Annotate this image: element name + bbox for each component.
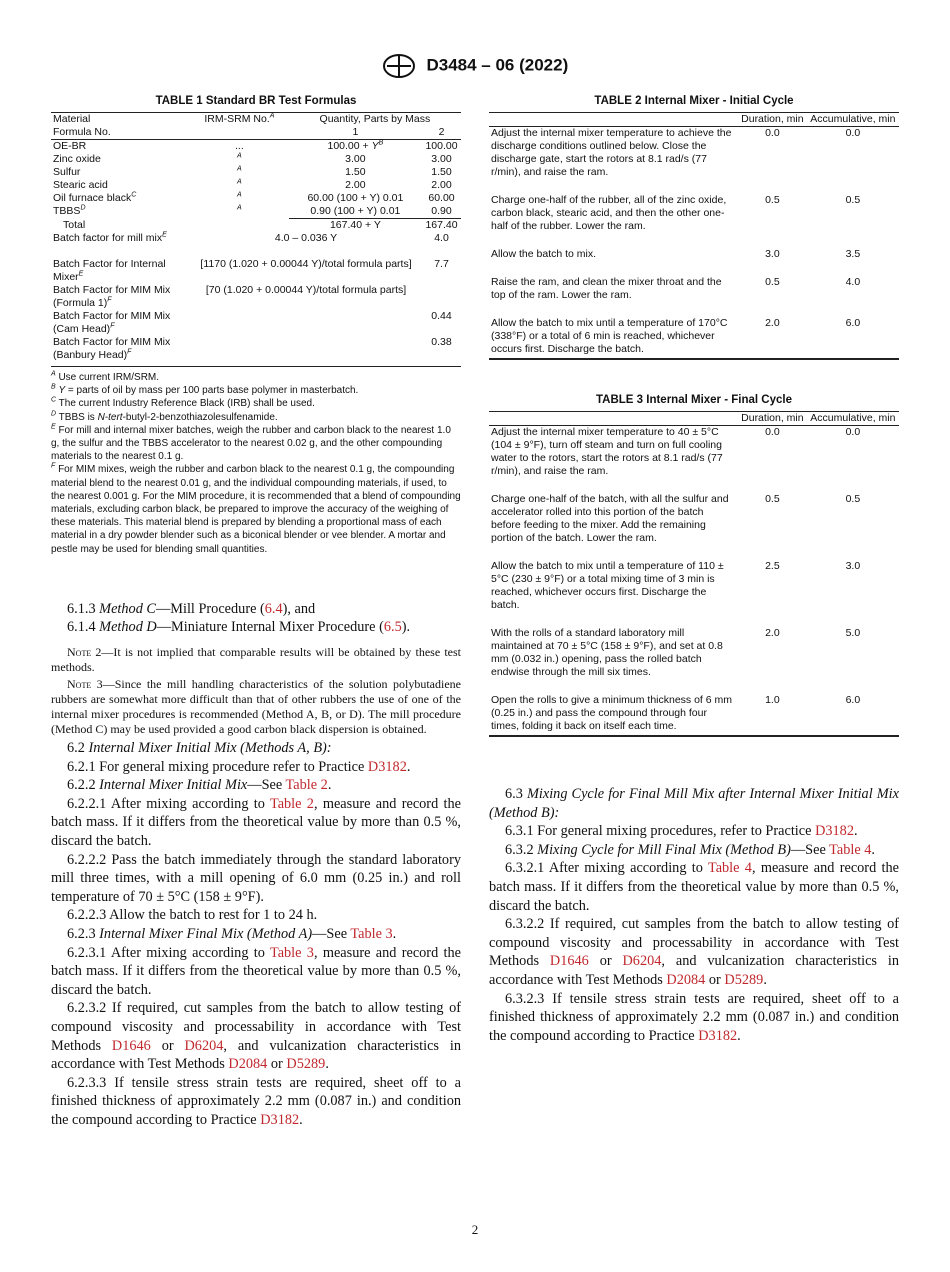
table3	[489, 411, 899, 737]
table-row: Charge one-half of the rubber, all of the zinc oxide, carbon black, stearic acid, and then the other one-half of the rubber. Lower the ram. 0.5 0.5	[491, 194, 861, 232]
t1-col-formula: Formula No.	[53, 126, 111, 138]
table-row: Batch Factor for MIM Mix (Formula 1)$^F$ [70 (1.020 + 0.00044 Y)/total formula parts]	[53, 284, 407, 309]
table-row: $TBBS^D$ $^A$ 0.90 (100 + Y) 0.01 0.90	[51, 205, 461, 219]
t1-col-1: 1	[352, 126, 359, 138]
table-row: Batch factor for mill mix$^E$ 4.0 – 0.036 Y 4.0	[53, 231, 449, 244]
t2-col-duration: Duration, min	[738, 113, 807, 127]
link-table-2[interactable]: Table 2	[269, 795, 314, 812]
document-header	[0, 53, 950, 79]
left-column	[51, 95, 461, 1130]
t1-col-qty: Quantity, Parts by Mass	[319, 113, 431, 125]
table3-caption: TABLE 3 Internal Mixer - Final Cycle	[596, 394, 792, 406]
table-row: Allow the batch to mix. 3.0 3.5	[491, 248, 861, 260]
table-row: Adjust the internal mixer temperature to 40 ± 5°C (104 ± 9°F), turn off steam and turn on full cooling water to the rotors, start the rotors at 8.1 rad/s (77 r/min), and raise the ram. 0.0 0.0	[491, 426, 861, 477]
table-row: Batch Factor for MIM Mix (Banbury Head)$^F$ 0.38	[53, 336, 452, 361]
link-d3182[interactable]: D3182	[367, 758, 407, 775]
t2-col-accum: Accumulative, min	[807, 113, 899, 127]
astm-logo-icon	[382, 53, 416, 79]
link-d6204[interactable]: D6204	[184, 1037, 224, 1054]
link-d3182[interactable]: D3182	[698, 1027, 738, 1044]
link-d5289[interactable]: D5289	[724, 971, 764, 988]
right-body-text: 6.3 Mixing Cycle for Final Mill Mix after Internal Mixer Initial Mix (Method B): 6.3.1 For general mixing procedures, refer to Practice D3182. 6.3.2 Mixing Cycle for Mill Final Mix (Method B)—See Table 4. 6.3.2.1 After mixing according to Table 4, measure and record the batch mass. If it differs from the theoretical value by more than 0.5 %, discard the batch. 6.3.2.2 If required, cut samples from the batch to allow testing of compound viscosity and processability in accordance with Test Methods D1646 or D6204, and vulcanization characteristics in accordance with Test Methods D2084 or D5289. 6.3.2.3 If tensile stress strain tests are required, sheet off to a finished thickness of approximately 2.2 mm (0.087 in.) and condition the compound according to Practice D3182.	[489, 786, 899, 1044]
note-2: Note 2—It is not implied that comparable results will be obtained by these test methods.	[51, 645, 462, 675]
link-6-4[interactable]: 6.4	[264, 600, 283, 617]
table-row: Batch Factor for Internal Mixer$^E$ [1170 (1.020 + 0.00044 Y)/total formula parts] 7.7	[53, 258, 449, 283]
table-row: Allow the batch to mix until a temperature of 170°C (338°F) or a total of 6 min is reached, whichever occurs first. Discharge the batch. 2.0 6.0	[491, 317, 861, 355]
table-row: Total 167.40 + Y 167.40	[63, 218, 458, 231]
link-d1646[interactable]: D1646	[111, 1037, 151, 1054]
link-table-2[interactable]: Table 2	[285, 777, 328, 794]
link-table-4[interactable]: Table 4	[829, 841, 872, 858]
t3-col-duration: Duration, min	[738, 412, 807, 426]
link-d1646[interactable]: D1646	[549, 953, 589, 970]
table2-caption: TABLE 2 Internal Mixer - Initial Cycle	[594, 95, 794, 107]
document-title: D3484 – 06 (2022)	[426, 55, 569, 75]
t1-col-material: Material	[53, 113, 91, 125]
page-number: 2	[471, 1222, 479, 1237]
link-d3182[interactable]: D3182	[260, 1111, 300, 1128]
table1-caption: TABLE 1 Standard BR Test Formulas	[155, 95, 357, 107]
link-table-3[interactable]: Table 3	[350, 925, 393, 942]
link-6-5[interactable]: 6.5	[383, 619, 402, 636]
link-d2084[interactable]: D2084	[228, 1056, 268, 1073]
table2	[489, 112, 899, 360]
table-row: Stearic acid $^A$ 2.00 2.00	[53, 178, 452, 191]
link-table-4[interactable]: Table 4	[707, 860, 752, 877]
table-row: Oil furnace black$^C$ $^A$ 60.00 (100 + Y) 0.01 60.00	[53, 191, 455, 204]
t1-col-2: 2	[438, 126, 445, 138]
right-column	[489, 95, 899, 1045]
note-3: Note 3—Since the mill handling characteristics of the solution polybutadiene rubbers are somewhat more difficult than that of other rubbers the use of one of the internal mixer procedures is recommended (Method A, B, or D). The mill procedure (Method C) may be used provided a good carbon black dispersion is obtained.	[51, 677, 461, 737]
table-row: Allow the batch to mix until a temperature of 110 ± 5°C (230 ± 9°F) or a total mixing time of 3 min is reached, whichever occurs first. Discharge the batch. 2.5 3.0	[491, 560, 861, 611]
link-d5289[interactable]: D5289	[286, 1056, 326, 1073]
table-row: Sulfur $^A$ 1.50 1.50	[53, 165, 452, 178]
table1-footnotes: $^A$ Use current IRM/SRM. $^B$ Y = parts of oil by mass per 100 parts base polymer in masterbatch. $^C$ The current Industry Reference Black (IRB) shall be used. $^D$ TBBS is N-tert-butyl-2-benzothiazolesulfenamide. $^E$ For mill and internal mixer batches, weigh the rubber and carbon black to the nearest 1.0 g, the sulfur and the TBBS accelerator to the nearest 0.02 g, and the other compounding materials to the nearest 0.1 g. $^F$ For MIM mixes, weigh the rubber and carbon black to the nearest 0.1 g, the compounding material blend to the nearest 0.01 g, and the individual compounding materials, if used, to the nearest 0.001 g. For the MIM procedure, it is recommended that a blend of compounding materials, excluding carbon black, be prepared to improve the accuracy of the weighing of these materials. This material blend is prepared by blending a proportional mass of each material in a dry powder blender such as a biconical blender or vee blender. A mortar and pestle may be used for blending small quantities.	[51, 370, 461, 555]
table-row: With the rolls of a standard laboratory mill maintained at 70 ± 5°C (158 ± 9°F), and set at 0.8 mm (0.032 in.) opening, pass the rolled batch endwise through the mill six times. 2.0 5.0	[491, 627, 861, 678]
table-row: Adjust the internal mixer temperature to achieve the discharge conditions outlined below. Close the discharge gate, start the rotors at 8.1 rad/s (77 r/min), and raise the ram. 0.0 0.0	[491, 127, 861, 178]
left-body-text-2: 6.2 Internal Mixer Initial Mix (Methods A, B): 6.2.1 For general mixing procedure refer to Practice D3182. 6.2.2 Internal Mixer Initial Mix—See Table 2. 6.2.2.1 After mixing according to Table 2, measure and record the batch mass. If it differs from the theoretical value by more than 0.5 %, discard the batch. 6.2.2.2 Pass the batch immediately through the standard laboratory mill three times, with a mill opening of 6.0 mm (0.25 in.) and roll temperature of 70 ± 5°C (158 ± 9°F). 6.2.2.3 Allow the batch to rest for 1 to 24 h. 6.2.3 Internal Mixer Final Mix (Method A)—See Table 3. 6.2.3.1 After mixing according to Table 3, measure and record the batch mass. If it differs from the theoretical value by more than 0.5 %, discard the batch. 6.2.3.2 If required, cut samples from the batch to allow testing of compound viscosity and processability in accordance with Test Methods D1646 or D6204, and vulcanization characteristics in accordance with Test Methods D2084 or D5289. 6.2.3.3 If tensile stress strain tests are required, sheet off to a finished thickness of approximately 2.2 mm (0.087 in.) and condition the compound according to Practice D3182.	[51, 740, 461, 1128]
table-row: OE-BR ... $100.00 + Y^B$ 100.00	[53, 139, 458, 152]
table1	[51, 112, 461, 367]
left-body-text: 6.1.3 Method C—Mill Procedure (6.4), and 6.1.4 Method D—Miniature Internal Mixer Procedure (6.5).	[67, 600, 411, 636]
table-row: Charge one-half of the batch, with all the sulfur and accelerator rolled into this portion of the batch before feeding to the mixer. Add the remaining portion of the batch. Lower the ram. 0.5 0.5	[491, 493, 861, 544]
link-table-3[interactable]: Table 3	[269, 944, 314, 961]
t1-col-irm: IRM-SRM No.$^A$	[204, 112, 275, 125]
t3-col-accum: Accumulative, min	[807, 412, 899, 426]
table-row: Zinc oxide $^A$ 3.00 3.00	[53, 152, 452, 165]
table-row: Open the rolls to give a minimum thickness of 6 mm (0.25 in.) and pass the compound through four times, folding it back on itself each time. 1.0 6.0	[491, 694, 861, 732]
link-d2084[interactable]: D2084	[666, 971, 706, 988]
link-d3182[interactable]: D3182	[815, 823, 854, 840]
table-row: Batch Factor for MIM Mix (Cam Head)$^F$ 0.44	[53, 310, 452, 335]
table-row: Raise the ram, and clean the mixer throat and the top of the ram. Lower the ram. 0.5 4.0	[491, 276, 861, 301]
link-d6204[interactable]: D6204	[622, 953, 662, 970]
